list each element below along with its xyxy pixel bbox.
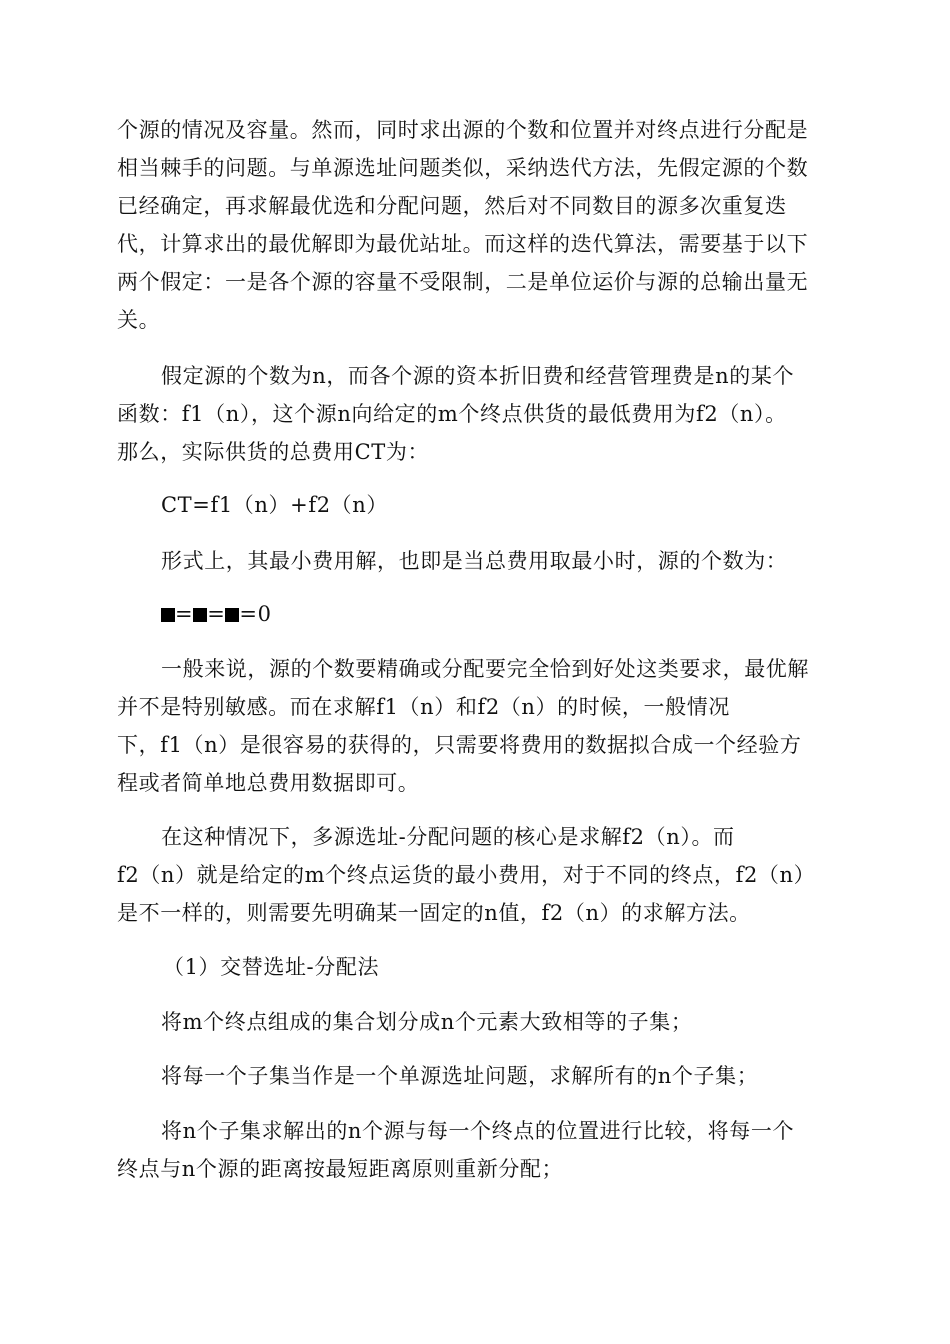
text-line: 已经确定，再求解最优选和分配问题，然后对不同数目的源多次重复迭 (117, 194, 787, 218)
text-line: 个源的情况及容量。然而，同时求出源的个数和位置并对终点进行分配是 (117, 118, 809, 142)
text-line: 将n个子集求解出的n个源与每一个终点的位置进行比较，将每一个 (161, 1119, 795, 1143)
text-line: 是不一样的，则需要先明确某一固定的n值，f2（n）的求解方法。 (117, 901, 751, 925)
text-line: 相当棘手的问题。与单源选址问题类似，采纳迭代方法，先假定源的个数 (117, 156, 809, 180)
formula-placeholder-box (225, 608, 239, 622)
text-line: 代，计算求出的最优解即为最优站址。而这样的迭代算法，需要基于以下 (117, 232, 809, 256)
text-line: 在这种情况下，多源选址-分配问题的核心是求解f2（n）。而 (161, 825, 735, 849)
text-line: f2（n）就是给定的m个终点运货的最小费用，对于不同的终点，f2（n） (117, 863, 816, 887)
text-line: 函数：f1（n），这个源n向给定的m个终点供货的最低费用为f2（n）。 (117, 402, 787, 426)
text-line: 将m个终点组成的集合划分成n个元素大致相等的子集； (161, 1010, 693, 1034)
text-line: 程或者简单地总费用数据即可。 (117, 771, 420, 795)
text-line: 下，f1（n）是很容易的获得的，只需要将费用的数据拟合成一个经验方 (117, 733, 802, 757)
equation-line: CT=f1（n）+f2（n） (161, 493, 388, 517)
text-line: 那么，实际供货的总费用CT为： (117, 440, 430, 464)
text-line: 两个假定：一是各个源的容量不受限制，二是单位运价与源的总输出量无 (117, 270, 809, 294)
text-line: 形式上，其最小费用解，也即是当总费用取最小时，源的个数为： (161, 549, 788, 573)
formula-line (161, 594, 272, 634)
formula-tail: =0 (239, 602, 272, 626)
formula-placeholder-box (161, 608, 175, 622)
text-line: 并不是特别敏感。而在求解f1（n）和f2（n）的时候，一般情况 (117, 695, 730, 719)
formula-equals: = (207, 602, 226, 626)
text-line: 关。 (117, 308, 161, 332)
formula-placeholder-box (193, 608, 207, 622)
text-line: 一般来说，源的个数要精确或分配要完全恰到好处这类要求，最优解 (161, 657, 809, 681)
text-line: 终点与n个源的距离按最短距离原则重新分配； (117, 1157, 564, 1181)
text-line: 假定源的个数为n，而各个源的资本折旧费和经营管理费是n的某个 (161, 364, 795, 388)
section-heading: （1）交替选址-分配法 (163, 955, 380, 979)
formula-equals: = (175, 602, 194, 626)
text-line: 将每一个子集当作是一个单源选址问题，求解所有的n个子集； (161, 1064, 759, 1088)
